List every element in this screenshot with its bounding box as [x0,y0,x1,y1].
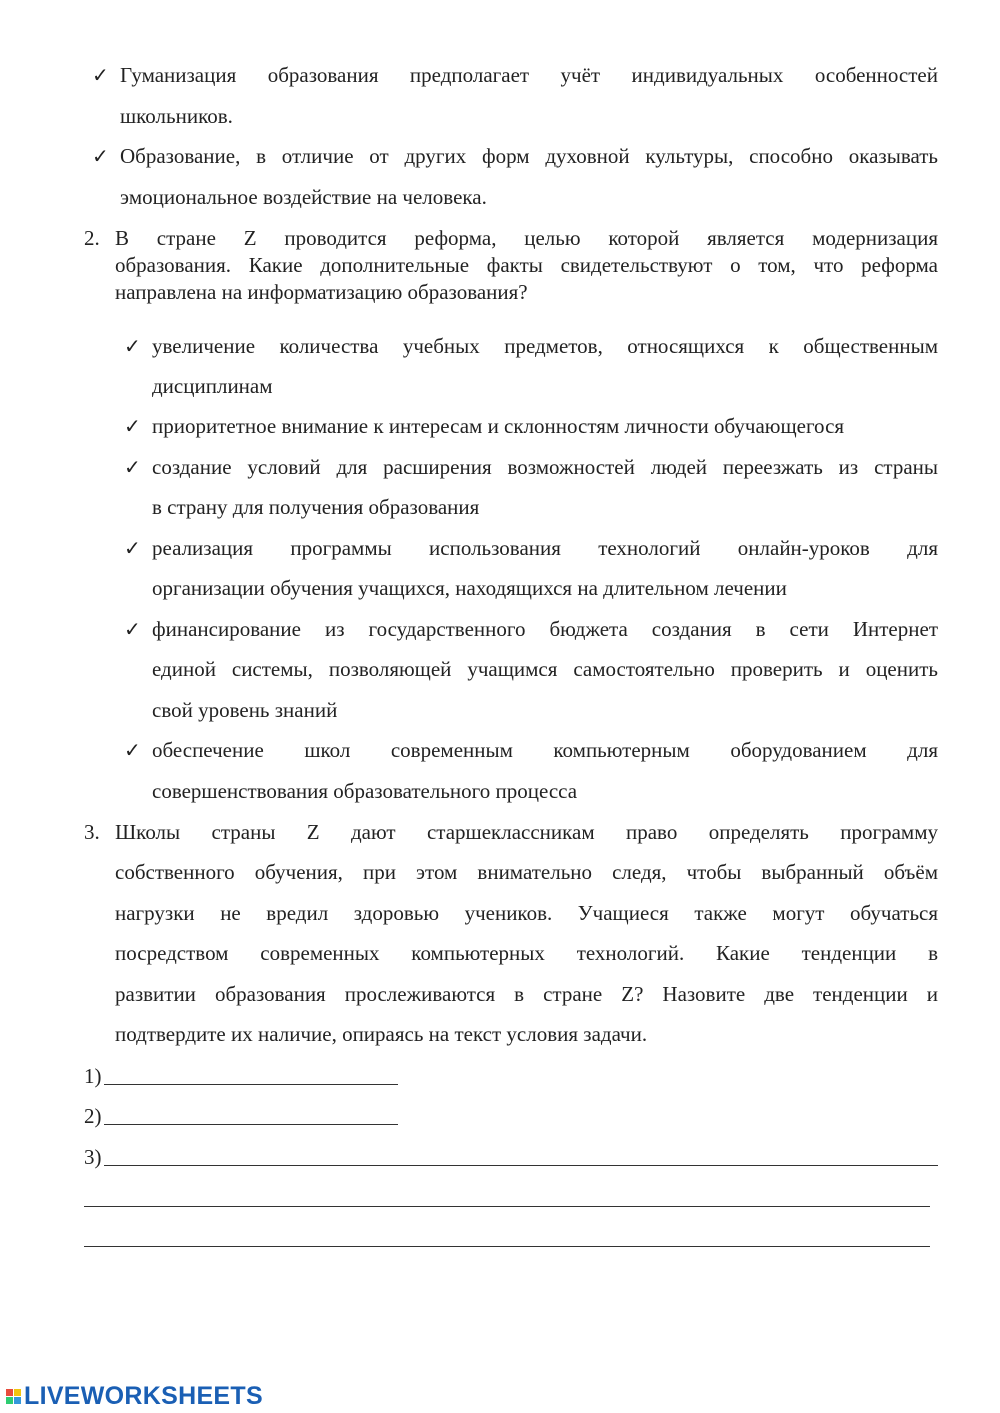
answer-label: 2) [84,1104,102,1128]
option-text: в страну для получения образования [152,495,480,519]
option-text: дисциплинам [152,374,273,398]
check-icon: ✓ [92,144,109,168]
option-text: увеличение количества учебных предметов, относящихся к общественным [152,334,938,358]
logo-square [14,1397,21,1404]
answer-line-3[interactable] [104,1165,938,1166]
option-text: единой системы, позволяющей учащимся самостоятельно проверить и оценить [152,657,938,681]
question-text: посредством современных компьютерных технологий. Какие тенденции в [115,941,938,965]
logo-grid-icon [6,1389,21,1404]
option-text: реализация программы использования технологий онлайн-уроков для [152,536,938,560]
question-text: В стране Z проводится реформа, целью которой является модернизация [115,226,938,250]
question-text: образования. Какие дополнительные факты свидетельствуют о том, что реформа [115,253,938,277]
check-icon: ✓ [124,738,141,762]
question-text: Школы страны Z дают старшеклассникам право определять программу [115,820,938,844]
answer-line-2[interactable] [104,1124,398,1125]
option-text: организации обучения учащихся, находящихся на длительном лечении [152,576,787,600]
check-icon: ✓ [124,617,141,641]
check-icon: ✓ [92,63,109,87]
check-icon: ✓ [124,536,141,560]
logo-square [6,1397,13,1404]
bullet-text: Гуманизация образования предполагает учёт индивидуальных особенностей [120,63,938,87]
bullet-text: Образование, в отличие от других форм духовной культуры, способно оказывать [120,144,938,168]
check-icon: ✓ [124,455,141,479]
answer-label: 3) [84,1145,102,1169]
option-text: совершенствования образовательного процесса [152,779,578,803]
option-text: создание условий для расширения возможностей людей переезжать из страны [152,455,938,479]
answer-line-extra[interactable] [84,1206,930,1207]
option-text: приоритетное внимание к интересам и склонностям личности обучающегося [152,414,845,438]
logo-square [14,1389,21,1396]
bullet-text: школьников. [120,104,233,128]
answer-line-1[interactable] [104,1084,398,1085]
question-text: нагрузки не вредил здоровью учеников. Учащиеся также могут обучаться [115,901,938,925]
question-text: подтвердите их наличие, опираясь на текст условия задачи. [115,1022,648,1046]
liveworksheets-logo [6,1381,263,1411]
question-number: 3. [84,820,100,844]
question-number: 2. [84,226,100,250]
check-icon: ✓ [124,334,141,358]
question-text: направлена на информатизацию образования? [115,280,528,304]
logo-text: LIVEWORKSHEETS [24,1381,263,1410]
answer-label: 1) [84,1064,102,1088]
logo-square [6,1389,13,1396]
question-text: собственного обучения, при этом внимательно следя, чтобы выбранный объём [115,860,938,884]
option-text: обеспечение школ современным компьютерным оборудованием для [152,738,938,762]
question-text: развитии образования прослеживаются в стране Z? Назовите две тенденции и [115,982,938,1006]
option-text: свой уровень знаний [152,698,338,722]
check-icon: ✓ [124,414,141,438]
answer-line-extra[interactable] [84,1246,930,1247]
bullet-text: эмоциональное воздействие на человека. [120,185,487,209]
option-text: финансирование из государственного бюджета создания в сети Интернет [152,617,938,641]
